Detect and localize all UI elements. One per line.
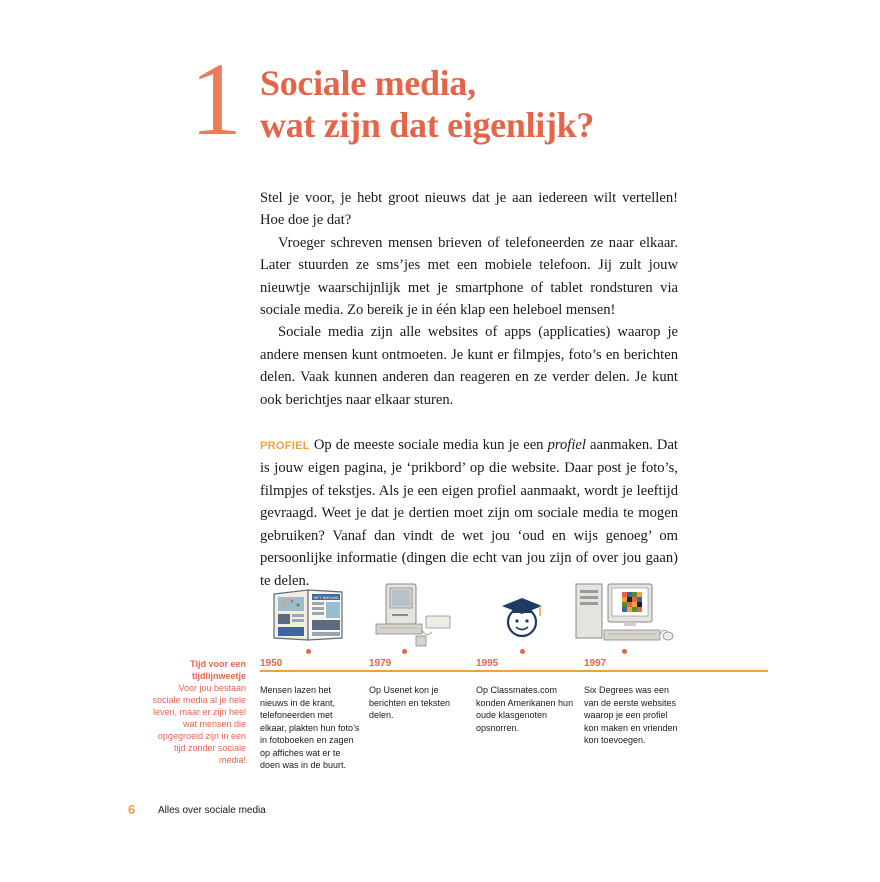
body-text: [260, 187, 678, 592]
timeline-text-1950: Mensen lazen het nieuws in de krant, telefoneerden met elkaar, plakten hun foto’s in fotoboeken en zagen op affiches wat er te doen was in de buurt.: [260, 685, 360, 770]
timeline-dot-1995: [520, 649, 525, 654]
running-footer-title: Alles over sociale media: [158, 805, 266, 816]
desktop-computer-icon: [574, 582, 678, 646]
page-number: 6: [128, 802, 136, 817]
timeline-dot-1997: [622, 649, 627, 654]
timeline-year-1979: 1979: [369, 658, 392, 669]
old-computer-icon: [372, 582, 452, 648]
newspaper-masthead: HET NIEUWS: [313, 595, 339, 600]
emphasis-profiel: profiel: [547, 437, 586, 454]
timeline-year-1995: 1995: [476, 658, 499, 669]
timeline-text-1979: Op Usenet kon je berichten en teksten delen.: [369, 685, 451, 720]
timeline-dot-1979: [402, 649, 407, 654]
timeline-dot-1950: [306, 649, 311, 654]
chapter-title-line2: wat zijn dat eigenlijk?: [260, 105, 595, 145]
sidebar-text: Voor jou bestaan sociale media al je hele leven, maar er zijn heel wat mensen die opgegroeid zijn in een tijd zonder sociale media!: [152, 683, 246, 765]
sidebar-heading-line2: tijdlijnweetje: [191, 671, 246, 681]
chapter-number: 1: [190, 42, 242, 157]
timeline-year-1997: 1997: [584, 658, 607, 669]
paragraph-1: Stel je voor, je hebt groot nieuws dat je aan iedereen wilt vertellen! Hoe doe je dat?: [260, 190, 678, 229]
sidebar-heading-line1: Tijd voor een: [190, 659, 246, 669]
timeline-year-1950: 1950: [260, 658, 283, 669]
chapter-title-line1: Sociale media,: [260, 63, 476, 103]
keyword-profiel: PROFIEL: [260, 440, 310, 453]
graduate-icon: [498, 594, 546, 640]
chapter-title: [260, 62, 680, 146]
paragraph-2: Vroeger schreven mensen brieven of telefoneerden ze naar elkaar. Later stuurden ze sms’jes met een mobiele telefoon. Jij zult jouw nieuwtje waarschijnlijk met je smartphone of tablet rondsturen via sociale media. Zo bereik je in één klap een heleboel mensen!: [260, 234, 678, 319]
timeline-text-1995: Op Classmates.com konden Amerikanen hun oude klasgenoten opsnorren.: [476, 685, 574, 733]
paragraph-3: Sociale media zijn alle websites of apps (applicaties) waarop je andere mensen kunt ontmoeten. Je kunt er filmpjes, foto’s en berichten delen. Vaak kunnen anderen dan reageren en ze verder delen. Je kunt ook berichtjes naar elkaar sturen.: [260, 324, 678, 408]
timeline-line: [260, 670, 768, 672]
timeline-sidebar-note: [148, 658, 246, 766]
timeline-text-1997: Six Degrees was een van de eerste websites waarop je een profiel kon maken en vrienden kon toevoegen.: [584, 685, 678, 745]
newspaper-icon: [272, 588, 344, 642]
paragraph-profiel: PROFIEL Op de meeste sociale media kun je een profiel aanmaken. Dat is jouw eigen pagina, je ‘prikbord’ op die website. Daar post je foto’s, filmpjes of tekstjes. Als je een eigen profiel aanmaakt, wordt je leeftijd gevraagd. Weet je dat je dertien moet zijn om sociale media te mogen gebruiken? Vanaf dan vindt de wet jou ‘oud en wijs genoeg’ om persoonlijke informatie (dingen die echt van jou zijn of over jou gaan) te delen.: [260, 437, 678, 589]
